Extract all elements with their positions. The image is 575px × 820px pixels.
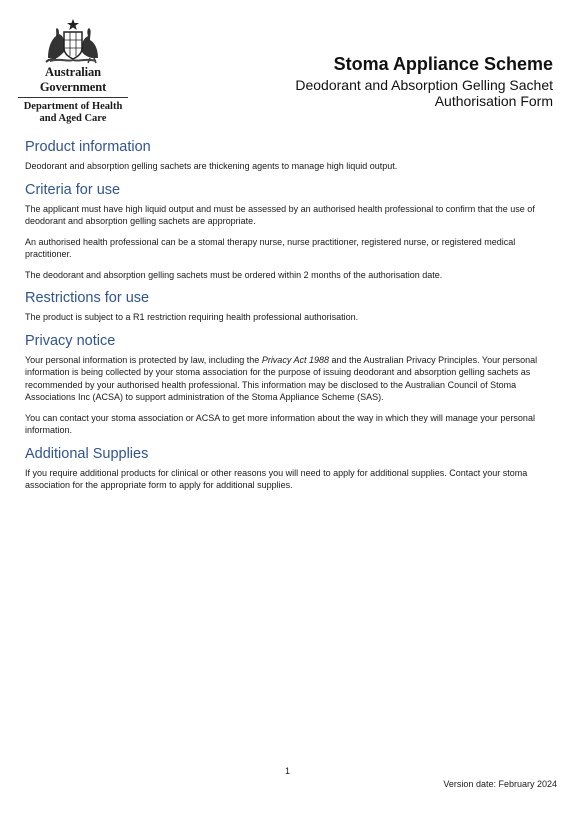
privacy-text-1b: and the Australian Privacy Principles. Your personal information is being collected by your stoma association for the purpose of issuing deodorant and absorption gelling sachets as recommended by your authorised health professional. This information may be disclosed to the Australian Council of Stoma Associations Inc (ACSA) to support administration of the Stoma Appliance Scheme (SAS). — [25, 354, 538, 402]
privacy-act-citation: Privacy Act 1988 — [261, 354, 330, 365]
criteria-text-3: The deodorant and absorption gelling sachets must be ordered within 2 months of the authorisation date. — [25, 269, 443, 280]
government-name: Australian Government — [39, 65, 107, 94]
document-body — [25, 138, 555, 500]
additional-supplies-text: If you require additional products for clinical or other reasons you will need to apply for additional supplies. Contact your stoma association for the appropriate form to apply for additional supplies. — [25, 467, 528, 490]
privacy-text-1 — [25, 354, 555, 404]
privacy-notice-heading: Privacy notice — [25, 332, 116, 349]
department-name-line1: Department of Health — [23, 101, 123, 112]
page-number: 1 — [284, 766, 290, 776]
coat-of-arms-icon — [42, 18, 104, 64]
version-date: Version date: February 2024 — [443, 779, 557, 789]
document-title-block — [295, 54, 553, 109]
criteria-text-1: The applicant must have high liquid output and must be assessed by an authorised health professional to confirm that the use of deodorant and absorption gelling sachets are appropriate. — [25, 203, 535, 226]
privacy-text-2: You can contact your stoma association or ACSA to get more information about the way in which they will manage your personal information. — [25, 412, 535, 435]
form-title-line2: Authorisation Form — [434, 93, 553, 109]
privacy-text-1a: Your personal information is protected by law, including the — [25, 354, 262, 365]
additional-supplies-heading: Additional Supplies — [25, 445, 149, 462]
criteria-text-2: An authorised health professional can be a stomal therapy nurse, nurse practitioner, registered nurse, or registered medical practitioner. — [25, 236, 516, 259]
scheme-title: Stoma Appliance Scheme — [333, 54, 553, 74]
criteria-heading: Criteria for use — [25, 181, 121, 198]
product-information-heading: Product information — [25, 139, 151, 155]
department-name-line2: and Aged Care — [39, 113, 107, 124]
restrictions-text: The product is subject to a R1 restriction requiring health professional authorisation. — [25, 312, 359, 322]
government-logo — [12, 18, 134, 125]
logo-divider — [18, 97, 128, 98]
restrictions-heading: Restrictions for use — [25, 290, 150, 306]
product-information-text: Deodorant and absorption gelling sachets are thickening agents to manage high liquid output. — [25, 161, 398, 171]
form-title-line1: Deodorant and Absorption Gelling Sachet — [295, 77, 553, 93]
